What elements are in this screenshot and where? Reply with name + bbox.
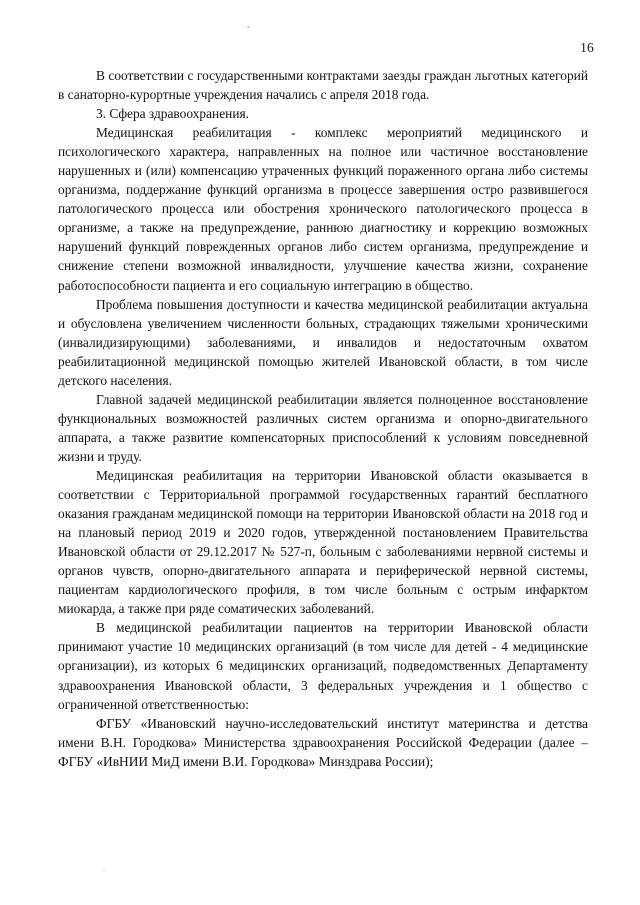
paragraph: В медицинской реабилитации пациентов на территории Ивановской области принимают участие 10 медицинских организаций (в том числе для детей - 4 медицинские организации), из которых 6 медицинских организаций, подведомственных Департаменту здравоохранения Ивановской области, 3 федеральных учреждения и 1 общество с ограниченной ответственностью: (58, 620, 588, 712)
scan-speck (247, 26, 250, 28)
page-number: 16 (580, 40, 594, 55)
paragraph: Проблема повышения доступности и качества медицинской реабилитации актуальна и обусловлена увеличением численности больных, страдающих тяжелыми хроническими (инвалидизирующими) заболеваниями, и инвалидов и недостаточным охватом реабилитационной медицинской помощью жителей Ивановской области, в том числе детского населения. (58, 296, 588, 388)
paragraph: Главной задачей медицинской реабилитации является полноценное восстановление функциональных возможностей различных систем организма и опорно-двигательного аппарата, а также развитие компенсаторных приспособлений к условиям повседневной жизни и труду. (58, 391, 588, 464)
paragraph: ФГБУ «Ивановский научно-исследовательский институт материнства и детства имени В.Н. Городкова» Министерства здравоохранения Российской Федерации (далее – ФГБУ «ИвНИИ МиД имени В.И. Городкова» Минздрава России); (58, 715, 588, 769)
paragraph-heading-3: 3. Сфера здравоохранения. (96, 106, 249, 122)
document-body (58, 66, 588, 771)
scan-speck (103, 869, 105, 871)
paragraph: В соответствии с государственными контрактами заезды граждан льготных категорий в санаторно-курортные учреждения начались с апреля 2018 года. (58, 68, 588, 103)
paragraph: Медицинская реабилитация на территории Ивановской области оказывается в соответствии с Территориальной программой государственных гарантий бесплатного оказания гражданам медицинской помощи на территории Ивановской области на 2018 год и на плановый период 2019 и 2020 годов, утвержденной постановлением Правительства Ивановской области от 29.12.2017 № 527-п, больным с заболеваниями нервной системы и органов чувств, опорно-двигательного аппарата и периферической нервной системы, пациентам кардиологического профиля, в том числе больным с острым инфарктом миокарда, а также при ряде соматических заболеваний. (58, 467, 588, 617)
paragraph: Медицинская реабилитация - комплекс мероприятий медицинского и психологического характера, направленных на полное или частичное восстановление нарушенных и (или) компенсацию утраченных функций пораженного органа либо системы организма, поддержание функций организма в процессе завершения остро развившегося патологического процесса или обострения хронического патологического процесса в организме, а также на предупреждение, раннюю диагностику и коррекцию возможных нарушений функций поврежденных органов либо систем организма, предупреждение и снижение степени возможной инвалидности, улучшение качества жизни, сохранение работоспособности пациента и его социальную интеграцию в общество. (58, 125, 588, 293)
